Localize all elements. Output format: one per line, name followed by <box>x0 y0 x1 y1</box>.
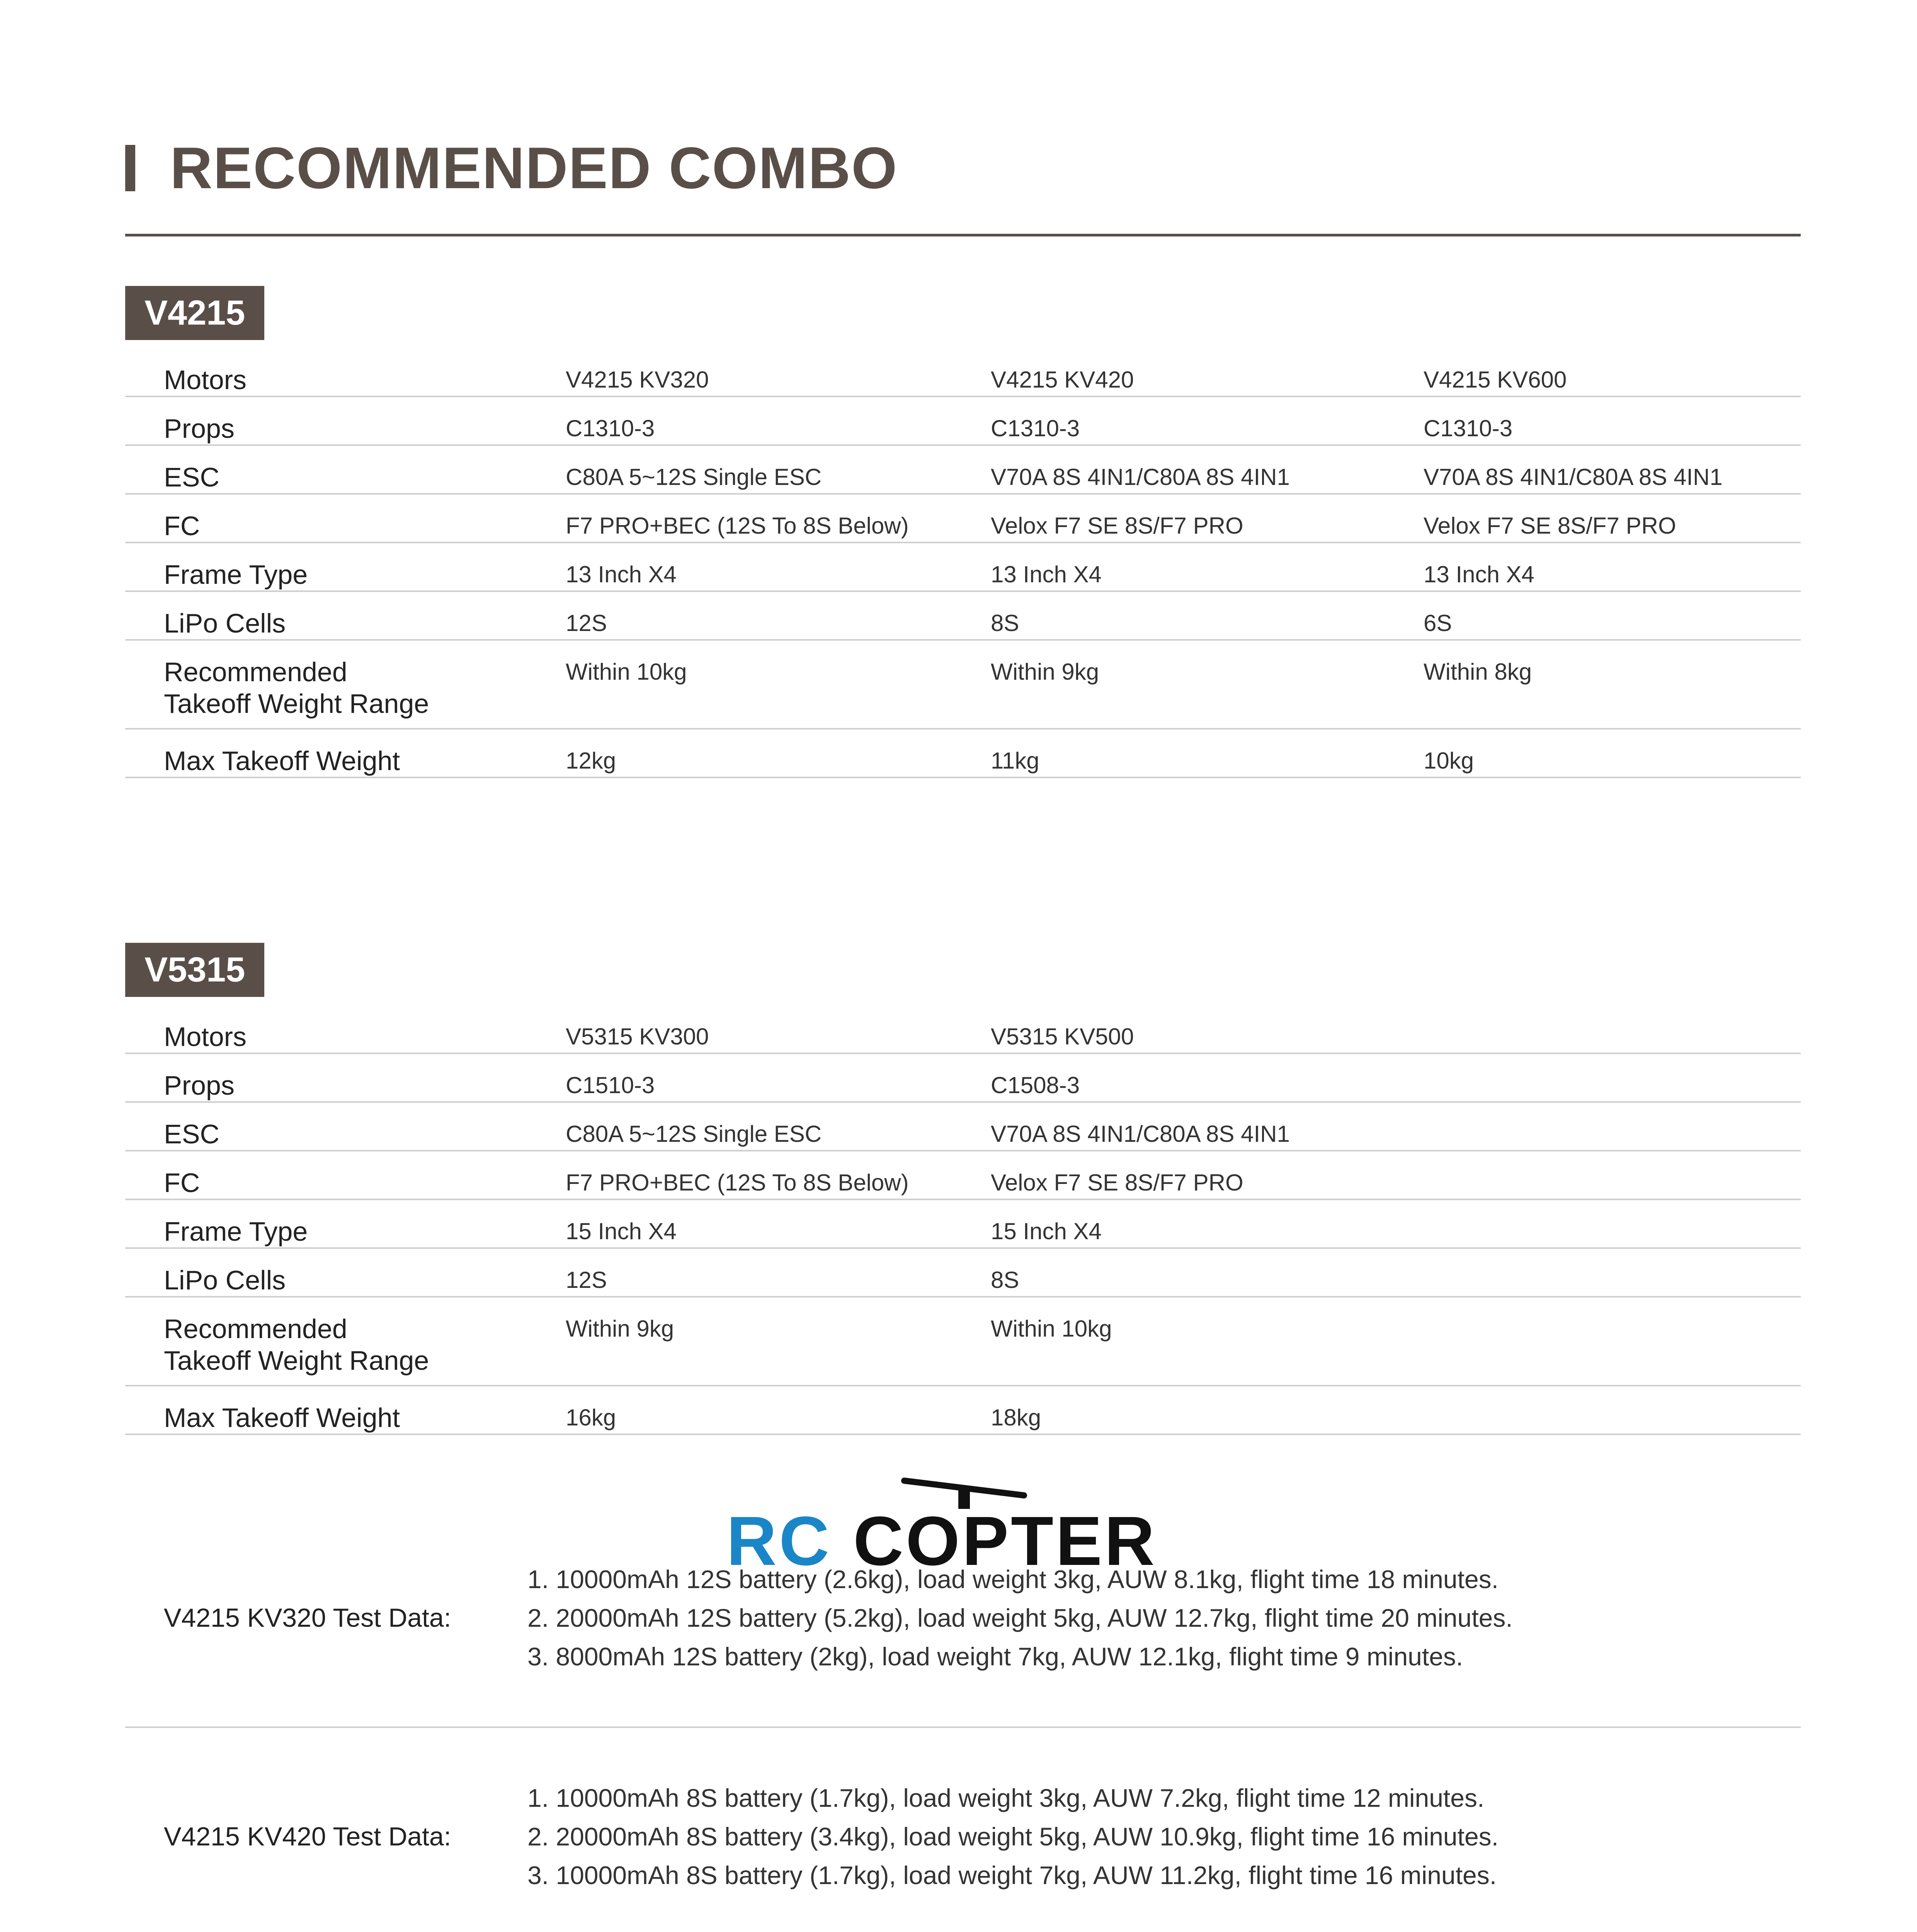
spec-label: ESC <box>125 1102 566 1151</box>
section-v4215 <box>125 286 1801 778</box>
spec-value: V70A 8S 4IN1/C80A 8S 4IN1 <box>991 1102 1424 1151</box>
spec-value: C1310-3 <box>991 396 1424 445</box>
spec-label <box>125 640 566 729</box>
spec-value: F7 PRO+BEC (12S To 8S Below) <box>566 1151 991 1199</box>
spec-label: LiPo Cells <box>125 1248 566 1297</box>
spec-label: LiPo Cells <box>125 591 566 640</box>
section-badge-v4215: V4215 <box>125 286 264 340</box>
watermark-copter: COPTER <box>853 1502 1157 1580</box>
spec-row-frame-type <box>125 543 1801 591</box>
spec-value: F7 PRO+BEC (12S To 8S Below) <box>566 494 991 543</box>
spec-value-empty <box>1424 1248 1801 1297</box>
page-title <box>125 128 898 209</box>
spec-value: 11kg <box>991 729 1424 777</box>
test-label: V4215 KV320 Test Data: <box>125 1509 527 1727</box>
spec-row-recommended-takeoff-weight <box>125 640 1801 729</box>
spec-row-frame-type <box>125 1199 1801 1248</box>
spec-label: Props <box>125 1053 566 1102</box>
spec-value-empty <box>1424 1005 1801 1053</box>
spec-value: 8S <box>991 591 1424 640</box>
spec-label: FC <box>125 494 566 543</box>
spec-value: V5315 KV500 <box>991 1005 1424 1053</box>
spec-value-empty <box>1424 1151 1801 1199</box>
spec-table-v5315 <box>125 1005 1801 1435</box>
spec-value: V70A 8S 4IN1/C80A 8S 4IN1 <box>1424 445 1801 494</box>
spec-value: V4215 KV320 <box>566 349 991 396</box>
test-line: 1. 10000mAh 8S battery (1.7kg), load weight 3kg, AUW 7.2kg, flight time 12 minutes. <box>527 1783 1485 1812</box>
spec-value: 13 Inch X4 <box>1424 543 1801 591</box>
spec-value-empty <box>1424 1053 1801 1102</box>
spec-label: Max Takeoff Weight <box>125 1386 566 1434</box>
spec-value: 10kg <box>1424 729 1801 777</box>
spec-label-line: Takeoff Weight Range <box>164 1345 429 1376</box>
spec-value: C80A 5~12S Single ESC <box>566 1102 991 1151</box>
spec-value: Within 9kg <box>991 640 1424 729</box>
spec-value: V5315 KV300 <box>566 1005 991 1053</box>
spec-row-fc <box>125 494 1801 543</box>
spec-value: 12kg <box>566 729 991 777</box>
spec-label-line: Recommended <box>164 1314 347 1344</box>
spec-value: 16kg <box>566 1386 991 1434</box>
test-line: 2. 20000mAh 12S battery (5.2kg), load weight 5kg, AUW 12.7kg, flight time 20 minutes. <box>527 1603 1513 1632</box>
spec-value: 15 Inch X4 <box>566 1199 991 1248</box>
spec-table-v4215 <box>125 349 1801 778</box>
spec-value: 6S <box>1424 591 1801 640</box>
spec-label: FC <box>125 1151 566 1199</box>
spec-value-empty <box>1424 1386 1801 1434</box>
spec-value: C1310-3 <box>1424 396 1801 445</box>
spec-label-line: Takeoff Weight Range <box>164 689 429 719</box>
spec-label <box>125 1297 566 1386</box>
spec-value: Velox F7 SE 8S/F7 PRO <box>991 1151 1424 1199</box>
spec-row-fc <box>125 1151 1801 1199</box>
spec-row-lipo-cells <box>125 591 1801 640</box>
spec-value: C1310-3 <box>566 396 991 445</box>
spec-value: Within 10kg <box>991 1297 1424 1386</box>
spec-row-motors <box>125 349 1801 396</box>
spec-row-motors <box>125 1005 1801 1053</box>
spec-value-empty <box>1424 1102 1801 1151</box>
spec-value: C1510-3 <box>566 1053 991 1102</box>
spec-row-max-takeoff-weight <box>125 729 1801 777</box>
spec-row-esc <box>125 1102 1801 1151</box>
spec-value: V4215 KV600 <box>1424 349 1801 396</box>
spec-row-max-takeoff-weight <box>125 1386 1801 1434</box>
spec-row-lipo-cells <box>125 1248 1801 1297</box>
spec-value-empty <box>1424 1297 1801 1386</box>
spec-value: 15 Inch X4 <box>991 1199 1424 1248</box>
spec-value: V4215 KV420 <box>991 349 1424 396</box>
rc-copter-watermark-logo <box>726 1476 1198 1580</box>
test-lines <box>527 1727 1801 1932</box>
test-line: 3. 10000mAh 8S battery (1.7kg), load weight 7kg, AUW 11.2kg, flight time 16 minutes. <box>527 1861 1497 1889</box>
section-badge-v5315: V5315 <box>125 943 264 997</box>
watermark-rc: RC <box>726 1502 832 1580</box>
title-divider <box>125 234 1801 236</box>
test-line: 2. 20000mAh 8S battery (3.4kg), load weight 5kg, AUW 10.9kg, flight time 16 minutes. <box>527 1822 1499 1851</box>
spec-value: C1508-3 <box>991 1053 1424 1102</box>
spec-label: ESC <box>125 445 566 494</box>
spec-value: 12S <box>566 1248 991 1297</box>
spec-label-line: Recommended <box>164 657 347 687</box>
test-line: 1. 10000mAh 12S battery (2.6kg), load weight 3kg, AUW 8.1kg, flight time 18 minutes. <box>527 1565 1499 1594</box>
spec-row-recommended-takeoff-weight <box>125 1297 1801 1386</box>
spec-value: Velox F7 SE 8S/F7 PRO <box>1424 494 1801 543</box>
spec-value: 13 Inch X4 <box>991 543 1424 591</box>
spec-label: Motors <box>125 349 566 396</box>
spec-value: 18kg <box>991 1386 1424 1434</box>
spec-label: Frame Type <box>125 543 566 591</box>
spec-row-esc <box>125 445 1801 494</box>
spec-value: Velox F7 SE 8S/F7 PRO <box>991 494 1424 543</box>
test-label: V4215 KV420 Test Data: <box>125 1727 527 1932</box>
spec-value: 12S <box>566 591 991 640</box>
spec-label: Props <box>125 396 566 445</box>
spec-value: Within 8kg <box>1424 640 1801 729</box>
title-accent-bar <box>125 145 135 191</box>
spec-value-empty <box>1424 1199 1801 1248</box>
spec-value: Within 9kg <box>566 1297 991 1386</box>
section-v5315 <box>125 943 1801 1435</box>
spec-label: Motors <box>125 1005 566 1053</box>
spec-label: Frame Type <box>125 1199 566 1248</box>
spec-row-props <box>125 396 1801 445</box>
test-row-v4215-kv420 <box>125 1727 1801 1932</box>
spec-value: Within 10kg <box>566 640 991 729</box>
spec-row-props <box>125 1053 1801 1102</box>
spec-value: C80A 5~12S Single ESC <box>566 445 991 494</box>
spec-value: 13 Inch X4 <box>566 543 991 591</box>
spec-label: Max Takeoff Weight <box>125 729 566 777</box>
test-line: 3. 8000mAh 12S battery (2kg), load weight 7kg, AUW 12.1kg, flight time 9 minutes. <box>527 1642 1463 1671</box>
page-title-text: RECOMMENDED COMBO <box>170 135 898 201</box>
watermark-text <box>726 1501 1157 1581</box>
spec-value: V70A 8S 4IN1/C80A 8S 4IN1 <box>991 445 1424 494</box>
spec-value: 8S <box>991 1248 1424 1297</box>
